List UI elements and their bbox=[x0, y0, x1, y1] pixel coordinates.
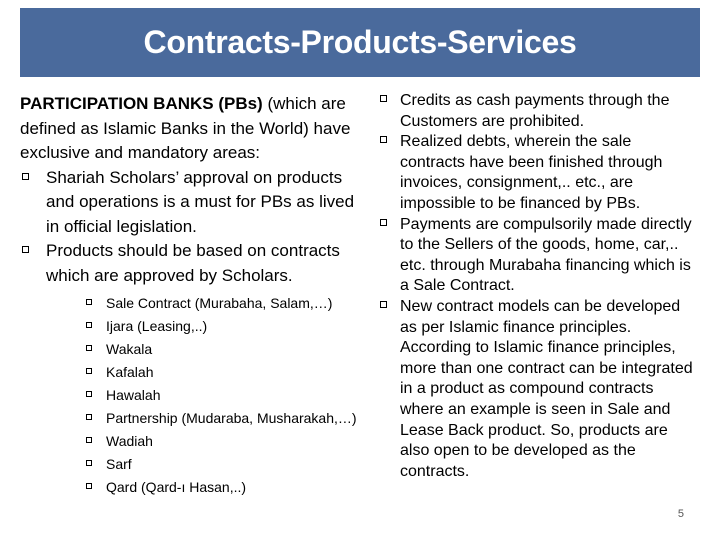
bullet-text: Credits as cash payments through the Customers are prohibited. bbox=[400, 92, 670, 130]
sub-bullet-text: Qard (Qard-ı Hasan,..) bbox=[106, 479, 247, 495]
square-bullet-icon bbox=[84, 315, 104, 338]
title-bar bbox=[20, 8, 700, 77]
list-item bbox=[46, 476, 360, 499]
square-bullet-icon bbox=[84, 384, 104, 407]
list-item bbox=[378, 297, 700, 482]
square-bullet-icon bbox=[84, 430, 104, 453]
bullet-text: Shariah Scholars’ approval on products and operations is a must for PBs as lived in official legislation. bbox=[46, 167, 355, 236]
square-bullet-icon bbox=[378, 91, 398, 112]
intro-paragraph bbox=[20, 92, 360, 166]
list-item bbox=[46, 453, 360, 476]
left-bullet-list bbox=[20, 166, 360, 500]
square-bullet-icon bbox=[84, 453, 104, 476]
bullet-text: Products should be based on contracts which are approved by Scholars. bbox=[46, 241, 340, 285]
sub-bullet-text: Wakala bbox=[106, 341, 153, 357]
left-column bbox=[20, 92, 360, 499]
list-item bbox=[46, 292, 360, 315]
bullet-text: Payments are compulsorily made directly to the Sellers of the goods, home, car,.. etc. through Murabaha financing which is a Sale Contract. bbox=[400, 215, 692, 295]
page-number: 5 bbox=[677, 508, 684, 520]
square-bullet-icon bbox=[84, 407, 104, 430]
sub-bullet-text: Sale Contract (Murabaha, Salam,…) bbox=[106, 295, 333, 311]
bullet-text: Realized debts, wherein the sale contracts have been finished through invoices, consignment,.. etc., are impossible to be financed by PBs. bbox=[400, 133, 663, 212]
list-item bbox=[46, 384, 360, 407]
list-item bbox=[20, 166, 360, 240]
sub-bullet-text: Ijara (Leasing,..) bbox=[106, 318, 208, 334]
square-bullet-icon bbox=[84, 361, 104, 384]
list-item bbox=[378, 132, 700, 214]
square-bullet-icon bbox=[20, 239, 40, 264]
list-item bbox=[378, 91, 700, 132]
list-item bbox=[46, 315, 360, 338]
sub-bullet-text: Partnership (Mudaraba, Musharakah,…) bbox=[106, 410, 357, 426]
square-bullet-icon bbox=[84, 476, 104, 499]
bullet-text: New contract models can be developed as per Islamic finance principles. According to Islamic finance principles, more than one contract can be integrated in a product as compound contracts where an example is seen in Sale and Lease Back product. So, products are also open to be developed as the contracts. bbox=[400, 297, 693, 480]
list-item bbox=[46, 430, 360, 453]
sub-bullet-text: Sarf bbox=[106, 456, 132, 472]
square-bullet-icon bbox=[84, 292, 104, 315]
square-bullet-icon bbox=[378, 297, 398, 318]
square-bullet-icon bbox=[378, 132, 398, 153]
right-column bbox=[378, 91, 700, 482]
list-item bbox=[46, 338, 360, 361]
intro-text: (which are defined as Islamic Banks in the World) have exclusive and mandatory areas: bbox=[20, 94, 351, 162]
right-bullet-list bbox=[378, 91, 700, 482]
square-bullet-icon bbox=[84, 338, 104, 361]
intro-bold-text: PARTICIPATION BANKS (PBs) bbox=[20, 94, 263, 113]
sub-bullet-text: Kafalah bbox=[106, 364, 154, 380]
slide-title: Contracts-Products-Services bbox=[143, 24, 577, 60]
list-item bbox=[46, 361, 360, 384]
list-item bbox=[378, 215, 700, 297]
list-item bbox=[46, 407, 360, 430]
list-item bbox=[20, 239, 360, 499]
sub-bullet-text: Hawalah bbox=[106, 387, 161, 403]
square-bullet-icon bbox=[20, 166, 40, 191]
contract-type-list bbox=[46, 292, 360, 499]
sub-bullet-text: Wadiah bbox=[106, 433, 153, 449]
square-bullet-icon bbox=[378, 215, 398, 236]
